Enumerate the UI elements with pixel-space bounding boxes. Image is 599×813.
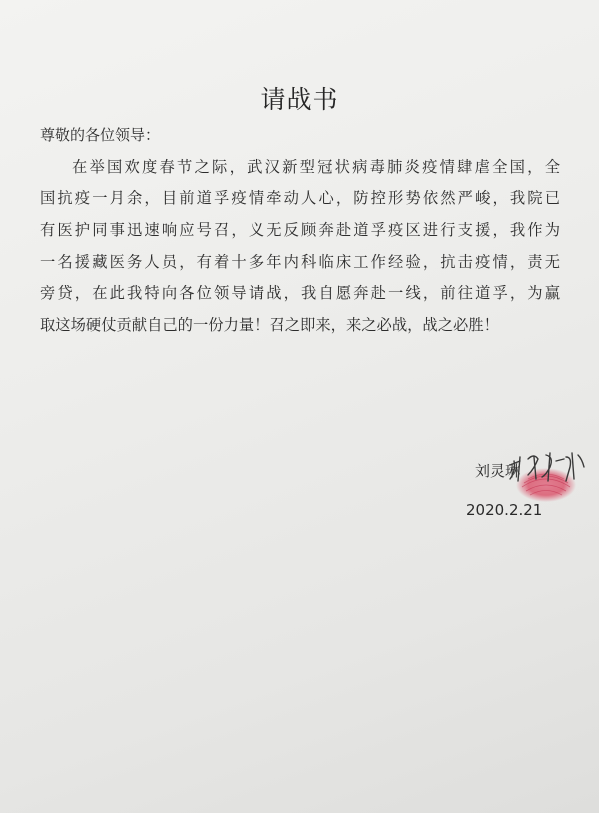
salutation: 尊敬的各位领导：	[40, 126, 161, 144]
body-line-1: 在举国欢度春节之际，武汉新型冠状病毒肺炎疫情肆虐全国，全	[72, 158, 560, 176]
letter-date: 2020.2.21	[466, 501, 543, 519]
body-line-5: 旁贷，在此我特向各位领导请战，我自愿奔赴一线，前往道孚，为赢	[40, 284, 560, 302]
handwritten-signature-with-fingerprint	[506, 447, 588, 507]
body-line-3: 有医护同事迅速响应号召，义无反顾奔赴道孚疫区进行支援，我作为	[40, 221, 560, 239]
body-line-4: 一名援藏医务人员，有着十多年内科临床工作经验，抗击疫情，责无	[40, 253, 560, 271]
body-line-6: 取这场硬仗贡献自己的一份力量！召之即来，来之必战，战之必胜！	[40, 316, 499, 334]
body-line-2: 国抗疫一月余，目前道孚疫情牵动人心，防控形势依然严峻，我院已	[40, 189, 560, 207]
letter-title: 请战书	[260, 85, 339, 114]
signature-printed-name: 刘灵琳	[475, 462, 521, 480]
